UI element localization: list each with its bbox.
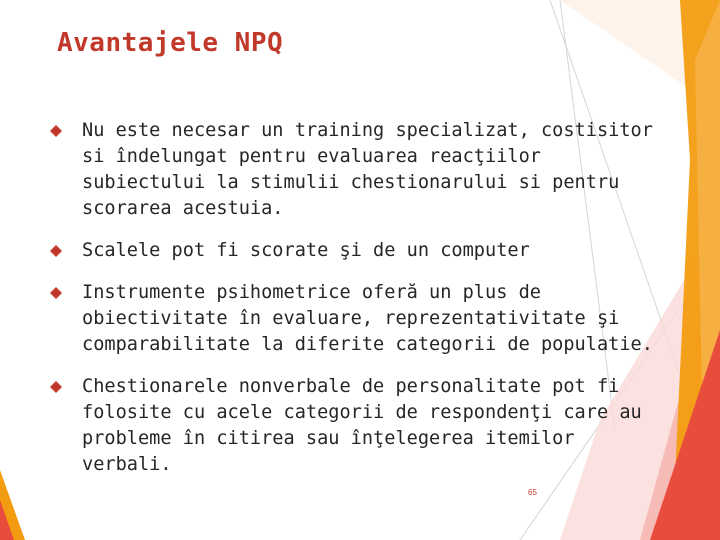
- diamond-bullet-icon: [50, 381, 62, 393]
- diamond-bullet-icon: [50, 125, 62, 137]
- bullet-list: [46, 118, 656, 494]
- bullet-item: [46, 280, 656, 358]
- bullet-item: [46, 118, 656, 222]
- bullet-item: [46, 374, 656, 478]
- bullet-text: Nu este necesar un training specializat, costisitor si îndelungat pentru evaluarea reacţiilor subiectului la stimulii chestionarului si pentru scorarea acestuia.: [82, 120, 653, 219]
- diamond-bullet-icon: [50, 245, 62, 257]
- bullet-item: [46, 238, 656, 264]
- bullet-text: Scalele pot fi scorate şi de un computer: [82, 240, 530, 261]
- page-number: 65: [528, 488, 537, 497]
- slide-title: Avantajele NPQ: [57, 28, 284, 58]
- diamond-bullet-icon: [50, 287, 62, 299]
- bullet-text: Chestionarele nonverbale de personalitate pot fi folosite cu acele categorii de respondenţi care au probleme în citirea sau înţelegerea itemilor verbali.: [82, 376, 642, 475]
- bullet-text: Instrumente psihometrice oferă un plus de obiectivitate în evaluare, reprezentativitate şi comparabilitate la diferite categorii de populatie.: [82, 282, 653, 355]
